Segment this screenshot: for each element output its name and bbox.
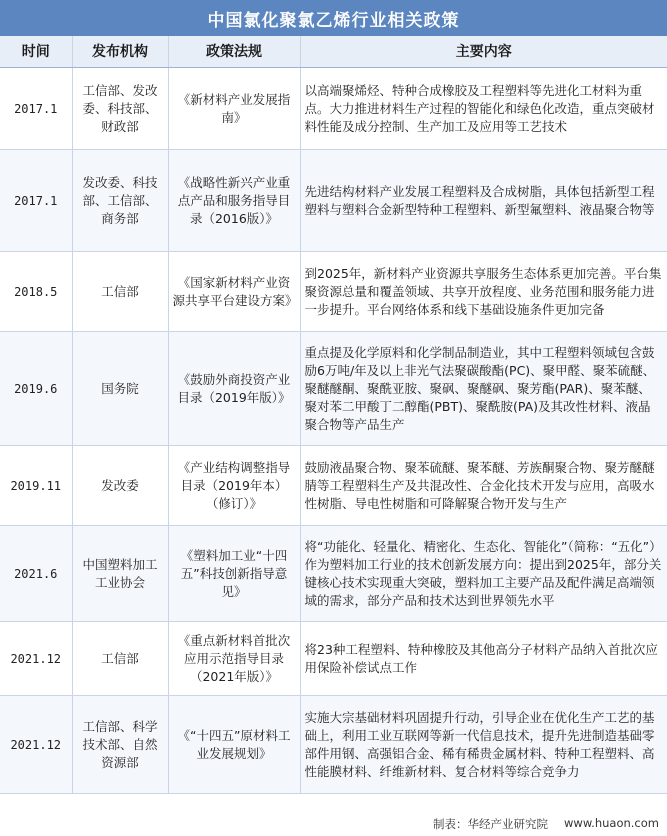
cell-date: 2021.12 — [0, 696, 72, 794]
cell-policy: 《塑料加工业“十四五”科技创新指导意见》 — [168, 526, 300, 622]
cell-org: 工信部、科学技术部、自然资源部 — [72, 696, 168, 794]
cell-policy: 《重点新材料首批次应用示范指导目录（2021年版）》 — [168, 622, 300, 696]
policy-table — [0, 36, 667, 794]
cell-policy: 《新材料产业发展指南》 — [168, 68, 300, 150]
cell-org: 工信部 — [72, 252, 168, 332]
cell-policy: 《鼓励外商投资产业目录（2019年版）》 — [168, 332, 300, 446]
cell-policy: 《“十四五”原材料工业发展规划》 — [168, 696, 300, 794]
cell-policy: 《产业结构调整指导目录（2019年本）（修订）》 — [168, 446, 300, 526]
cell-date: 2021.6 — [0, 526, 72, 622]
cell-org: 国务院 — [72, 332, 168, 446]
cell-content: 将23种工程塑料、特种橡胶及其他高分子材料产品纳入首批次应用保险补偿试点工作 — [300, 622, 667, 696]
cell-content: 实施大宗基础材料巩固提升行动，引导企业在优化生产工艺的基础上，利用工业互联网等新一代信息技术，提升先进制造基础零部件用钢、高强铝合金、稀有稀贵金属材料、特种工程塑料、高性能膜材料、纤维新材料、复合材料等综合竞争力 — [300, 696, 667, 794]
cell-date: 2019.6 — [0, 332, 72, 446]
cell-date: 2018.5 — [0, 252, 72, 332]
table-row — [0, 696, 667, 794]
cell-date: 2019.11 — [0, 446, 72, 526]
table-row — [0, 446, 667, 526]
table-row — [0, 68, 667, 150]
cell-org: 中国塑料加工工业协会 — [72, 526, 168, 622]
table-row — [0, 526, 667, 622]
header-row — [0, 36, 667, 68]
cell-date: 2017.1 — [0, 68, 72, 150]
cell-content: 先进结构材料产业发展工程塑料及合成树脂，具体包括新型工程塑料与塑料合金新型特种工程塑料、新型氟塑料、液晶聚合物等 — [300, 150, 667, 252]
cell-date: 2017.1 — [0, 150, 72, 252]
cell-org: 发改委 — [72, 446, 168, 526]
footer — [433, 816, 659, 832]
table-title: 中国氯化聚氯乙烯行业相关政策 — [0, 0, 667, 36]
cell-policy: 《战略性新兴产业重点产品和服务指导目录（2016版）》 — [168, 150, 300, 252]
cell-content: 以高端聚烯烃、特种合成橡胶及工程塑料等先进化工材料为重点。大力推进材料生产过程的智能化和绿色化改造，重点突破材料性能及成分控制、生产加工及应用等工艺技术 — [300, 68, 667, 150]
cell-content: 到2025年，新材料产业资源共享服务生态体系更加完善。平台集聚资源总量和覆盖领域、共享开放程度、业务范围和服务能力进一步提升。平台网络体系和线下基础设施条件更加完备 — [300, 252, 667, 332]
cell-content: 将“功能化、轻量化、精密化、生态化、智能化”（简称：“五化”）作为塑料加工行业的技术创新发展方向：提出到2025年，部分关键核心技术实现重大突破，塑料加工主要产品及配件满足高端领域的需求，部分产品和技术达到世界领先水平 — [300, 526, 667, 622]
cell-org: 工信部、发改委、科技部、财政部 — [72, 68, 168, 150]
website-text: www.huaon.com — [564, 816, 659, 830]
header-content: 主要内容 — [300, 36, 667, 68]
table-row — [0, 332, 667, 446]
header-org: 发布机构 — [72, 36, 168, 68]
cell-content: 鼓励液晶聚合物、聚苯硫醚、聚苯醚、芳族酮聚合物、聚芳醚醚腈等工程塑料生产及共混改性、合金化技术开发与应用，高吸水性树脂、导电性树脂和可降解聚合物开发与生产 — [300, 446, 667, 526]
cell-policy: 《国家新材料产业资源共享平台建设方案》 — [168, 252, 300, 332]
cell-date: 2021.12 — [0, 622, 72, 696]
table-row — [0, 150, 667, 252]
cell-org: 发改委、科技部、工信部、商务部 — [72, 150, 168, 252]
header-date: 时间 — [0, 36, 72, 68]
cell-content: 重点提及化学原料和化学制品制造业，其中工程塑料领域包含鼓励6万吨/年及以上非光气法聚碳酸酯(PC)、聚甲醛、聚苯硫醚、聚醚醚酮、聚酰亚胺、聚砜、聚醚砜、聚芳酯(PAR)、聚苯醚、聚对苯二甲酸丁二醇酯(PBT)、聚酰胺(PA)及其改性材料、液晶聚合物等产品生产 — [300, 332, 667, 446]
table-row — [0, 252, 667, 332]
source-note: 制表：华经产业研究院 — [433, 817, 549, 831]
header-policy: 政策法规 — [168, 36, 300, 68]
table-row — [0, 622, 667, 696]
cell-org: 工信部 — [72, 622, 168, 696]
